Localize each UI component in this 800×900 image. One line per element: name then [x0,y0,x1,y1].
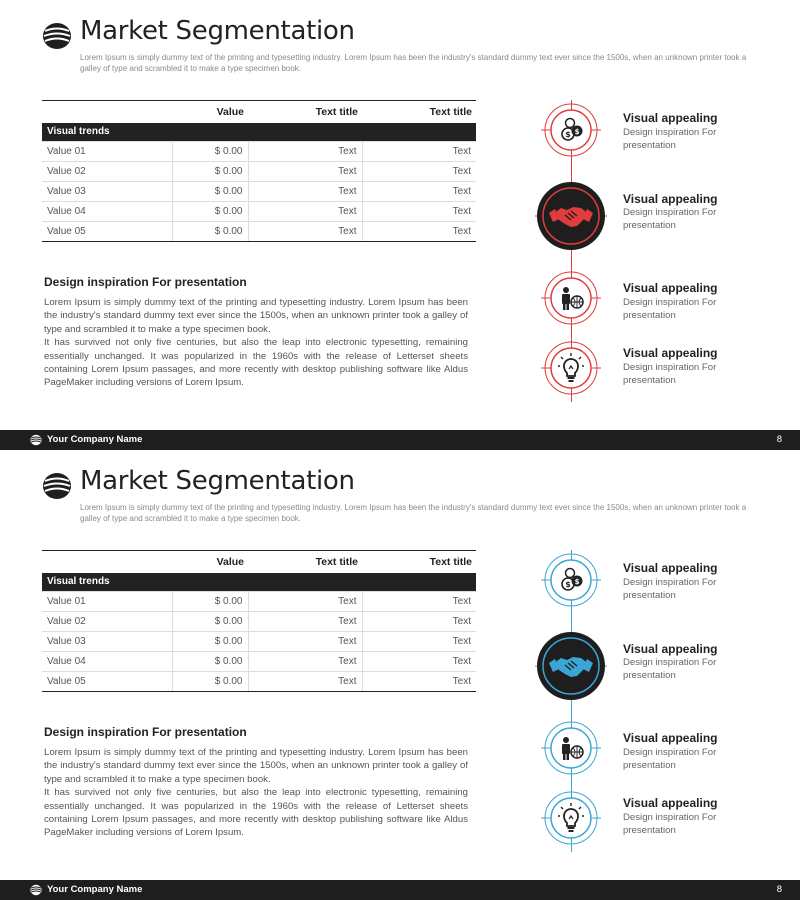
feature-title: Visual appealing [623,642,718,656]
company-name: Your Company Name [47,434,143,445]
feature-desc: Design inspiration For presentation [623,812,717,836]
table-cell: $ 0.00 [172,202,248,222]
table-row [42,632,476,652]
table-cell: Value 01 [42,142,172,162]
page-subtitle: Lorem Ipsum is simply dummy text of the printing and typesetting industry. Lorem Ipsum has been the industry's standard dummy text ever since the 1500s, when an unknown printer took a galley of type and scrambled it to make a type specimen book. [80,53,747,73]
table-header: Value [172,551,248,573]
table-row [42,142,476,162]
feature-desc: Design inspiration For presentation [623,297,717,321]
table-row [42,162,476,182]
table-cell: Text [362,612,476,632]
target-businessman [541,268,601,328]
table-cell: Text [248,202,362,222]
table-cell: Text [248,162,362,182]
table-band: Visual trends [42,123,476,142]
table-cell: Text [362,672,476,692]
page-title: Market Segmentation [80,16,355,46]
table-band: Visual trends [42,573,476,592]
handshake-icon [535,180,607,252]
page-number: 8 [776,434,782,445]
table-header: Text title [362,551,476,573]
page-title: Market Segmentation [80,466,355,496]
page-number: 8 [776,884,782,895]
table-cell: Value 02 [42,612,172,632]
body-paragraph [44,746,468,840]
table-header: Text title [248,101,362,123]
feature-desc: Design inspiration For presentation [623,362,717,386]
footer-logo-icon [30,434,42,446]
table-row [42,222,476,242]
table-cell: Text [362,142,476,162]
feature-title: Visual appealing [623,731,718,745]
table-row [42,672,476,692]
coins-icon [541,100,601,160]
feature-title: Visual appealing [623,561,718,575]
table-cell: Value 03 [42,632,172,652]
table-row [42,182,476,202]
footer-logo-icon [30,884,42,896]
table-header: Text title [362,101,476,123]
coins-icon [541,550,601,610]
table-cell: $ 0.00 [172,612,248,632]
table-cell: $ 0.00 [172,142,248,162]
feature-desc: Design inspiration For presentation [623,657,717,681]
target-businessman [541,718,601,778]
table-cell: Text [362,202,476,222]
target-handshake [535,180,607,252]
svg-text:$: $ [565,580,571,589]
feature-desc: Design inspiration For presentation [623,207,717,231]
table-header [42,551,172,573]
feature-title: Visual appealing [623,192,718,206]
section-heading: Design inspiration For presentation [44,275,247,289]
slide-2 [0,450,800,900]
feature-desc: Design inspiration For presentation [623,127,717,151]
feature-title: Visual appealing [623,346,718,360]
table-header: Text title [248,551,362,573]
table-cell: Text [248,592,362,612]
table-cell: Text [362,162,476,182]
table-cell: Value 05 [42,672,172,692]
table-cell: Text [248,672,362,692]
table-cell: $ 0.00 [172,672,248,692]
businessman-globe-icon [541,268,601,328]
paragraph-2: It has survived not only five centuries, but also the leap into electronic typesetting, remaining essentially unchanged. It was popularized in the 1960s with the release of Letterset sheets containing Lorem Ipsum passages, and more recently with desktop publishing software like Aldus PageMaker including versions of Lorem Ipsum. [44,787,468,839]
table-cell: Value 04 [42,202,172,222]
feature-title: Visual appealing [623,796,718,810]
feature-title: Visual appealing [623,111,718,125]
table-cell: $ 0.00 [172,162,248,182]
target-coins [541,100,601,160]
paragraph-2: It has survived not only five centuries, but also the leap into electronic typesetting, remaining essentially unchanged. It was popularized in the 1960s with the release of Letterset sheets containing Lorem Ipsum passages, and more recently with desktop publishing software like Aldus PageMaker including versions of Lorem Ipsum. [44,337,468,389]
table-cell: Text [362,182,476,202]
table-cell: Value 04 [42,652,172,672]
footer-bar [0,430,800,450]
table-cell: Text [362,592,476,612]
paragraph-1: Lorem Ipsum is simply dummy text of the printing and typesetting industry. Lorem Ipsum has been the industry's standard dummy text ever since the 1500s, when an unknown printer took a galley of type and scrambled it to make a type specimen book. [44,297,468,335]
lightbulb-icon [541,338,601,398]
table-cell: Text [248,652,362,672]
company-name: Your Company Name [47,884,143,895]
logo-icon [42,22,72,50]
feature-desc: Design inspiration For presentation [623,747,717,771]
table-cell: Value 01 [42,592,172,612]
page-subtitle: Lorem Ipsum is simply dummy text of the printing and typesetting industry. Lorem Ipsum has been the industry's standard dummy text ever since the 1500s, when an unknown printer took a galley of type and scrambled it to make a type specimen book. [80,503,747,523]
table-cell: Text [362,632,476,652]
table-header: Value [172,101,248,123]
table-cell: Text [248,182,362,202]
data-table [42,550,476,692]
table-cell: Text [248,142,362,162]
table-row [42,652,476,672]
lightbulb-icon [541,788,601,848]
table-header [42,101,172,123]
section-heading: Design inspiration For presentation [44,725,247,739]
table-cell: $ 0.00 [172,632,248,652]
table-cell: Text [248,222,362,242]
table-row [42,592,476,612]
footer-bar [0,880,800,900]
table-cell: Text [248,632,362,652]
table-cell: $ 0.00 [172,222,248,242]
table-row [42,612,476,632]
paragraph-1: Lorem Ipsum is simply dummy text of the printing and typesetting industry. Lorem Ipsum has been the industry's standard dummy text ever since the 1500s, when an unknown printer took a galley of type and scrambled it to make a type specimen book. [44,747,468,785]
svg-text:$: $ [565,130,571,139]
businessman-globe-icon [541,718,601,778]
table-cell: $ 0.00 [172,592,248,612]
target-lightbulb [541,788,601,848]
feature-desc: Design inspiration For presentation [623,577,717,601]
svg-text:$: $ [574,578,580,586]
table-row [42,202,476,222]
table-cell: $ 0.00 [172,652,248,672]
logo-icon [42,472,72,500]
table-cell: Text [362,222,476,242]
table-cell: $ 0.00 [172,182,248,202]
table-cell: Text [362,652,476,672]
target-handshake [535,630,607,702]
table-cell: Value 03 [42,182,172,202]
target-lightbulb [541,338,601,398]
table-cell: Value 02 [42,162,172,182]
handshake-icon [535,630,607,702]
body-paragraph [44,296,468,390]
svg-text:$: $ [574,128,580,136]
data-table [42,100,476,242]
target-coins [541,550,601,610]
table-cell: Value 05 [42,222,172,242]
feature-title: Visual appealing [623,281,718,295]
table-cell: Text [248,612,362,632]
